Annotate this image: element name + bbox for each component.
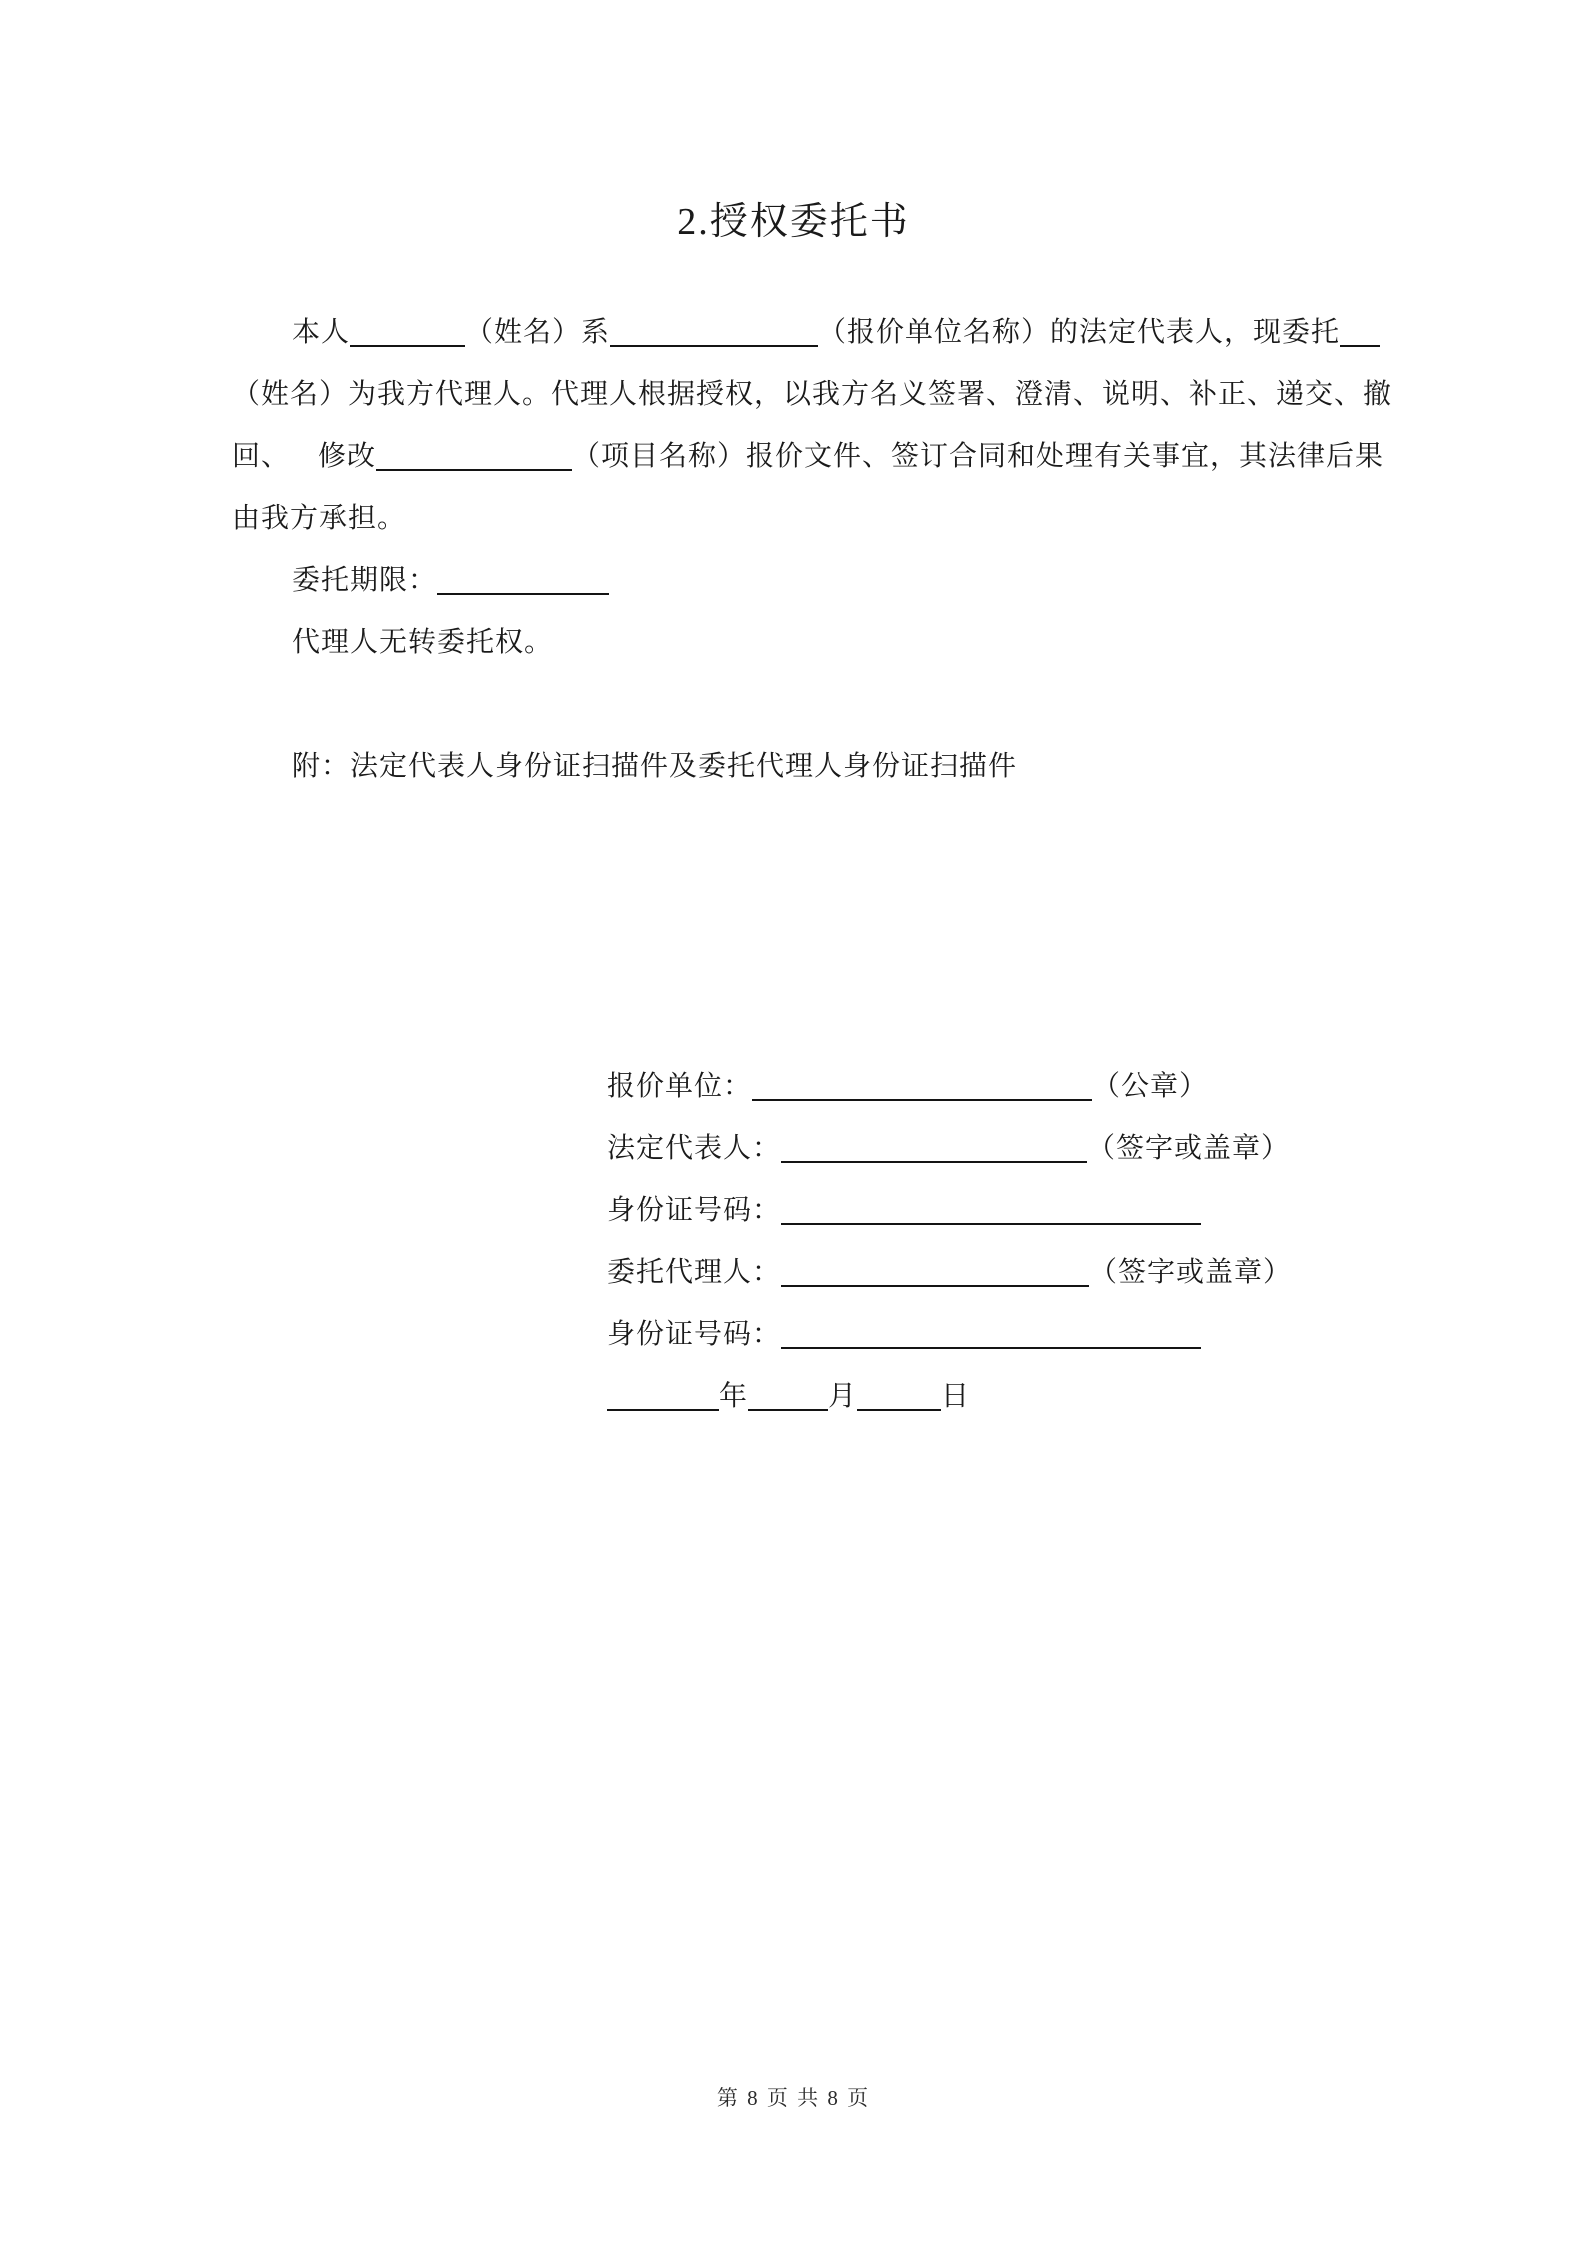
text-run: （姓名）系 <box>465 317 611 348</box>
blank-underline <box>781 1193 1201 1225</box>
text-run: （项目名称）报价文件、签订合同和处理有关事宜，其法律后果 <box>572 441 1385 472</box>
date-row <box>607 1366 1292 1428</box>
text-run: 代理人无转委托权。 <box>292 627 554 658</box>
blank-underline <box>376 439 572 471</box>
blank-underline <box>752 1069 1092 1101</box>
blank-underline <box>1340 315 1380 347</box>
blank-underline <box>350 315 465 347</box>
blank-underline <box>610 315 818 347</box>
text-run: 修改 <box>318 441 377 472</box>
text-run: 日 <box>941 1381 971 1412</box>
text-run: 月 <box>828 1381 858 1412</box>
entrusted-agent-id-row <box>607 1304 1292 1366</box>
quote-unit-row <box>607 1056 1292 1118</box>
text-run: 本人 <box>292 317 351 348</box>
text-run: （姓名）为我方代理人。代理人根据授权，以我方名义签署、澄清、说明、补正、递交、撤 <box>232 379 1393 410</box>
page-title: 2.授权委托书 <box>677 201 910 243</box>
text-run: 年 <box>719 1381 749 1412</box>
justify-gap <box>290 455 318 465</box>
blank-underline <box>781 1255 1089 1287</box>
attachment-line <box>232 736 1362 798</box>
text-run: 委托代理人： <box>607 1257 782 1288</box>
blank-underline <box>748 1379 828 1411</box>
text-run: （公章） <box>1092 1071 1209 1102</box>
text-run: 报价单位： <box>607 1071 753 1102</box>
blank-underline <box>607 1379 719 1411</box>
text-run: 身份证号码： <box>607 1195 782 1226</box>
text-run: 委托期限： <box>292 565 438 596</box>
text-run: 回、 <box>232 441 291 472</box>
blank-underline <box>781 1131 1087 1163</box>
text-run: 附：法定代表人身份证扫描件及委托代理人身份证扫描件 <box>292 751 1018 782</box>
blank-underline <box>781 1317 1201 1349</box>
text-run: （签字或盖章） <box>1087 1133 1291 1164</box>
text-run: （签字或盖章） <box>1089 1257 1293 1288</box>
blank-underline <box>437 563 609 595</box>
legal-representative-row <box>607 1118 1292 1180</box>
body-text <box>232 302 1393 798</box>
blank-line <box>232 674 1362 736</box>
signature-block <box>607 1056 1292 1428</box>
entrust-term-line <box>232 550 1362 612</box>
text-run: 法定代表人： <box>607 1133 782 1164</box>
entrusted-agent-row <box>607 1242 1292 1304</box>
para1-line1 <box>232 302 1362 364</box>
no-subdelegation-line <box>232 612 1362 674</box>
page-footer: 第 8 页 共 8 页 <box>716 2086 871 2110</box>
text-run: 由我方承担。 <box>232 503 407 534</box>
text-run: （报价单位名称）的法定代表人，现委托 <box>818 317 1341 348</box>
para1-line3 <box>232 426 1385 488</box>
blank-underline <box>857 1379 941 1411</box>
text-run: 身份证号码： <box>607 1319 782 1350</box>
para1-line2 <box>232 364 1393 426</box>
legal-representative-id-row <box>607 1180 1292 1242</box>
para1-line4 <box>232 488 1362 550</box>
